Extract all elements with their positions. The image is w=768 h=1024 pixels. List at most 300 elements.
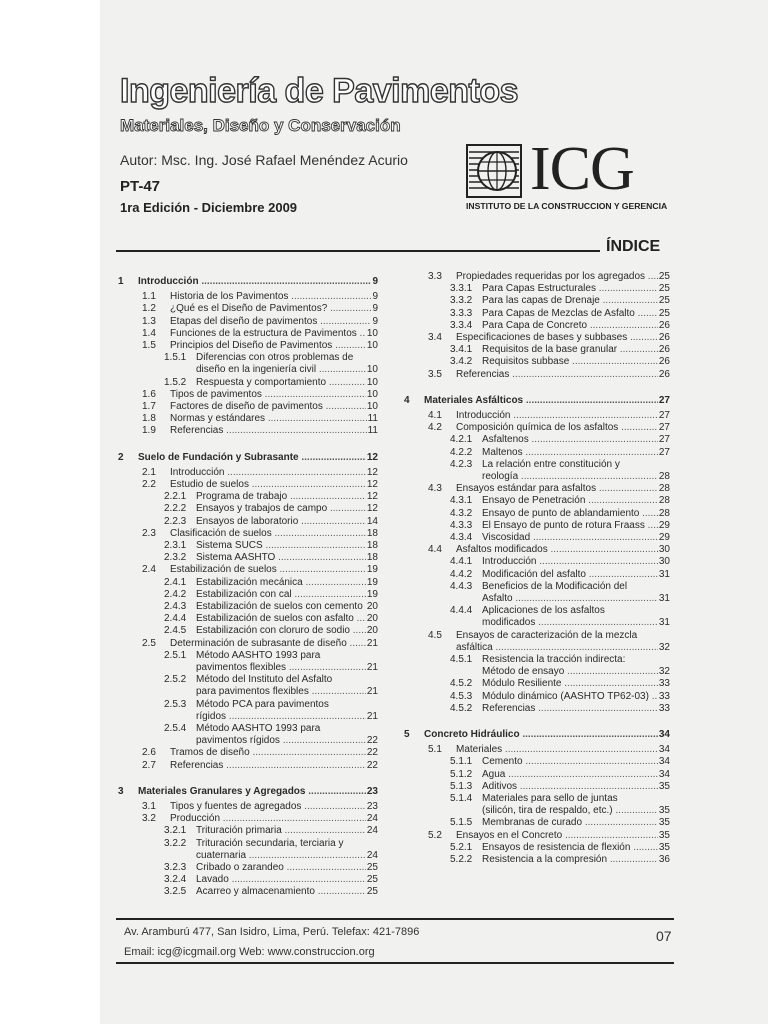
toc-entry-number: 4.2.3 bbox=[450, 458, 473, 470]
toc-entry bbox=[450, 703, 670, 715]
toc-entry-title: Programa de trabajo ..... bbox=[196, 491, 366, 503]
toc-entry-page: 18 bbox=[366, 540, 378, 551]
toc-entry-page: 32 bbox=[658, 666, 670, 678]
toc-entry-page: 34 bbox=[658, 756, 670, 768]
toc-entry bbox=[450, 605, 670, 617]
toc-entry bbox=[428, 630, 670, 642]
toc-entry-number: 3.2.4 bbox=[164, 874, 187, 886]
toc-entry bbox=[450, 295, 670, 307]
toc-entry-title: Suelo de Fundación y Subrasante ..... bbox=[138, 452, 366, 464]
toc-entry-page: 20 bbox=[366, 625, 378, 637]
toc-entry-number: 2.4.3 bbox=[164, 601, 187, 612]
toc-entry-title: Referencias ..... bbox=[170, 760, 366, 772]
toc-entry-title: Ensayos de caracterización de la mezcla bbox=[456, 629, 638, 641]
toc-entry-number bbox=[164, 364, 196, 376]
toc-entry-page bbox=[669, 459, 670, 471]
toc-entry bbox=[450, 593, 670, 605]
toc-entry-title: La relación entre constitución y bbox=[482, 458, 620, 470]
index-heading: ÍNDICE bbox=[606, 238, 661, 255]
toc-entry bbox=[164, 613, 378, 625]
toc-entry-title: Principios del Diseño de Pavimentos ..... bbox=[170, 340, 366, 352]
toc-entry-number: 4.1 bbox=[428, 410, 442, 421]
toc-entry bbox=[450, 842, 670, 854]
toc-entry-title: Estudio de suelos ..... bbox=[170, 479, 366, 491]
toc-entry bbox=[450, 756, 670, 768]
toc-entry bbox=[164, 491, 378, 503]
toc-entry-page: 24 bbox=[366, 825, 378, 837]
toc-entry-page: 21 bbox=[366, 662, 378, 673]
toc-entry-number: 5.2.1 bbox=[450, 841, 473, 853]
toc-entry-page: 21 bbox=[366, 637, 378, 649]
toc-entry-title: Requisitos de la base granular ..... bbox=[482, 344, 658, 356]
toc-entry-title: pavimentos flexibles ..... bbox=[196, 662, 366, 674]
toc-entry bbox=[142, 413, 378, 425]
toc-entry-title: Beneficios de la Modificación del bbox=[482, 580, 628, 592]
toc-entry-title: Resistencia la tracción indirecta: bbox=[482, 654, 626, 665]
toc-entry-title: Clasificación de suelos ..... bbox=[170, 528, 366, 540]
toc-entry-title: Maltenos ..... bbox=[482, 447, 658, 459]
toc-entry-number: 3.2.5 bbox=[164, 886, 187, 898]
toc-entry-page: 25 bbox=[366, 874, 378, 886]
toc-entry bbox=[142, 813, 378, 825]
toc-entry-number: 4.4 bbox=[428, 544, 442, 556]
toc-entry-page: 9 bbox=[372, 315, 378, 327]
toc-entry-number: 1.5.2 bbox=[164, 376, 187, 388]
toc-entry-title: Ensayo de Penetración ..... bbox=[482, 495, 658, 507]
toc-entry-number: 2.5.4 bbox=[164, 723, 187, 734]
toc-entry-number: 2.1 bbox=[142, 466, 156, 478]
toc-entry-number: 2.4 bbox=[142, 564, 156, 576]
toc-entry-title: Introducción ..... bbox=[456, 410, 658, 422]
toc-entry bbox=[428, 410, 670, 422]
toc-entry-title: Tipos y fuentes de agregados ..... bbox=[170, 801, 366, 813]
toc-entry-page: 33 bbox=[658, 690, 670, 702]
toc-entry-title: Para Capas de Mezclas de Asfalto ..... bbox=[482, 308, 658, 320]
toc-entry-title: Estabilización con cloruro de sodio ..... bbox=[196, 625, 366, 637]
toc-entry-page: 25 bbox=[366, 862, 378, 873]
toc-entry-title: Estabilización de suelos ..... bbox=[170, 564, 366, 576]
toc-entry-page: 26 bbox=[658, 368, 670, 380]
toc-entry-title: Estabilización mecánica ..... bbox=[196, 577, 366, 589]
toc-entry-number: 3.2.3 bbox=[164, 862, 187, 873]
toc-entry-number: 3.1 bbox=[142, 801, 156, 812]
toc-entry-page: 22 bbox=[366, 747, 378, 759]
toc-entry bbox=[164, 540, 378, 552]
toc-entry-title: Trituración secundaria, terciaria y bbox=[196, 837, 344, 849]
toc-entry bbox=[428, 369, 670, 381]
toc-entry-number: 3.2 bbox=[142, 813, 156, 825]
toc-entry-title: Requisitos subbase ..... bbox=[482, 356, 658, 368]
toc-entry bbox=[164, 503, 378, 515]
toc-entry-number bbox=[450, 471, 482, 483]
toc-entry-number bbox=[164, 711, 196, 723]
header-rule bbox=[116, 250, 600, 252]
toc-entry-page: 11 bbox=[367, 413, 378, 425]
toc-entry bbox=[142, 528, 378, 540]
toc-entry bbox=[142, 638, 378, 650]
toc-entry bbox=[164, 625, 378, 637]
toc-entry-page: 19 bbox=[366, 588, 378, 600]
toc-entry-number: 1 bbox=[118, 276, 124, 287]
toc-entry bbox=[450, 654, 670, 666]
toc-entry-number: 2.3 bbox=[142, 527, 156, 539]
toc-entry-number: 3.3.4 bbox=[450, 319, 473, 331]
toc-entry-title: Propiedades requeridas por los agregados ..... bbox=[456, 271, 658, 283]
toc-entry-number: 2.4.4 bbox=[164, 613, 187, 625]
toc-entry bbox=[142, 801, 378, 813]
toc-entry-number: 1.4 bbox=[142, 327, 156, 339]
toc-entry bbox=[450, 471, 670, 483]
toc-entry-number: 3.5 bbox=[428, 368, 442, 380]
toc-entry-title: Materiales para sello de juntas bbox=[482, 793, 618, 804]
toc-entry-page: 31 bbox=[658, 593, 670, 604]
toc-entry-page: 24 bbox=[366, 849, 378, 861]
toc-entry-number: 4.3.1 bbox=[450, 495, 473, 507]
toc-entry-number: 2.4.5 bbox=[164, 625, 187, 637]
toc-entry-page: 31 bbox=[658, 568, 670, 580]
toc-entry-number: 4.5.2 bbox=[450, 702, 473, 714]
toc-entry-page: 29 bbox=[658, 532, 670, 543]
toc-entry-number: 1.9 bbox=[142, 425, 156, 437]
toc-entry-title: Ensayos de resistencia de flexión ..... bbox=[482, 842, 658, 854]
toc-entry bbox=[450, 781, 670, 793]
toc-entry-page: 12 bbox=[366, 466, 378, 478]
toc-entry bbox=[142, 328, 378, 340]
toc-entry-number: 2.2.2 bbox=[164, 503, 187, 515]
toc-entry bbox=[164, 886, 378, 898]
toc-entry-page: 10 bbox=[366, 364, 378, 376]
toc-entry-title: Respuesta y comportamiento ..... bbox=[196, 377, 366, 389]
toc-entry-page: 10 bbox=[366, 340, 378, 351]
toc-entry-number: 3.3.3 bbox=[450, 307, 473, 319]
toc-entry-page: 9 bbox=[372, 291, 378, 303]
toc-entry bbox=[450, 283, 670, 295]
toc-entry-title: Etapas del diseño de pavimentos ..... bbox=[170, 316, 371, 328]
toc-entry-number: 1.2 bbox=[142, 303, 156, 315]
toc-entry-title: Agua ..... bbox=[482, 769, 658, 781]
toc-entry bbox=[164, 589, 378, 601]
toc-entry-number: 1.6 bbox=[142, 388, 156, 400]
toc-entry-title: Método AASHTO 1993 para bbox=[196, 723, 321, 734]
toc-entry-page: 35 bbox=[658, 780, 670, 792]
toc-entry-number: 4.3.4 bbox=[450, 532, 473, 543]
toc-entry-title: Cemento ..... bbox=[482, 756, 658, 768]
toc-entry-title: ¿Qué es el Diseño de Pavimentos? ..... bbox=[170, 303, 371, 315]
toc-entry-page: 9 bbox=[372, 276, 378, 287]
toc-entry bbox=[450, 356, 670, 368]
toc-entry-page bbox=[377, 723, 378, 735]
toc-entry bbox=[450, 581, 670, 593]
toc-entry-title: Determinación de subrasante de diseño ..... bbox=[170, 638, 366, 650]
toc-entry-page: 25 bbox=[658, 271, 670, 282]
toc-entry-page: 12 bbox=[366, 451, 378, 463]
toc-entry bbox=[450, 691, 670, 703]
toc-entry-page: 25 bbox=[366, 886, 378, 898]
toc-entry-page: 24 bbox=[366, 813, 378, 825]
book-code: PT-47 bbox=[120, 178, 161, 195]
toc-entry bbox=[428, 544, 670, 556]
toc-entry bbox=[428, 422, 670, 434]
toc-entry bbox=[164, 577, 378, 589]
toc-entry-page: 29 bbox=[658, 519, 670, 531]
toc-entry-title: Método del Instituto del Asfalto bbox=[196, 674, 333, 686]
toc-entry-title: Aplicaciones de los asfaltos bbox=[482, 605, 605, 617]
toc-entry-title: modificados ..... bbox=[482, 617, 658, 629]
toc-entry-page: 26 bbox=[658, 332, 670, 343]
toc-entry-number: 5 bbox=[404, 729, 410, 740]
toc-entry bbox=[164, 650, 378, 662]
toc-entry-title: pavimentos rígidos ..... bbox=[196, 735, 366, 747]
toc-entry-title: El Ensayo de punto de rotura Fraass ..... bbox=[482, 520, 658, 532]
toc-entry-page bbox=[669, 581, 670, 593]
toc-entry-page bbox=[669, 654, 670, 666]
toc-entry-title: diseño en la ingeniería civil ..... bbox=[196, 364, 366, 376]
toc-entry bbox=[450, 308, 670, 320]
toc-entry-page: 14 bbox=[366, 515, 378, 527]
toc-entry-page: 21 bbox=[366, 686, 378, 698]
toc-entry bbox=[428, 642, 670, 654]
toc-entry-title: Tramos de diseño ..... bbox=[170, 747, 366, 759]
toc-entry bbox=[450, 520, 670, 532]
toc-entry-number: 3.3.1 bbox=[450, 283, 473, 295]
toc-entry bbox=[142, 389, 378, 401]
toc-entry-title: Método PCA para pavimentos bbox=[196, 698, 329, 710]
toc-entry-title: Membranas de curado ..... bbox=[482, 817, 658, 829]
toc-entry-number: 4.4.2 bbox=[450, 568, 473, 580]
toc-entry bbox=[450, 805, 670, 817]
toc-entry-title: cuaternaria ..... bbox=[196, 850, 366, 862]
toc-entry-number bbox=[450, 805, 482, 817]
toc-entry-title: Referencias ..... bbox=[170, 425, 367, 437]
toc-entry bbox=[428, 332, 670, 344]
toc-entry-number: 4.3.2 bbox=[450, 507, 473, 519]
toc-entry-page bbox=[669, 793, 670, 805]
toc-entry bbox=[450, 556, 670, 568]
toc-entry bbox=[164, 352, 378, 364]
toc-entry-number: 5.1.4 bbox=[450, 793, 473, 804]
toc-entry bbox=[142, 467, 378, 479]
toc-entry-title: Introducción ..... bbox=[138, 276, 371, 288]
toc-entry-title: Materiales ..... bbox=[456, 744, 658, 756]
toc-entry bbox=[428, 830, 670, 842]
toc-entry-title: Normas y estándares ..... bbox=[170, 413, 367, 425]
footer-rule-bottom bbox=[116, 962, 674, 964]
toc-entry-title: Ensayos y trabajos de campo ..... bbox=[196, 503, 366, 515]
toc-entry-page: 10 bbox=[366, 388, 378, 400]
toc-entry-page: 34 bbox=[658, 744, 670, 756]
toc-entry-title: Estabilización con cal ..... bbox=[196, 589, 366, 601]
toc-entry-number: 2.4.1 bbox=[164, 576, 187, 588]
toc-entry bbox=[164, 516, 378, 528]
scan-margin bbox=[0, 0, 100, 1024]
toc-entry-title: Diferencias con otros problemas de bbox=[196, 352, 354, 364]
toc-entry-number: 2.3.1 bbox=[164, 540, 187, 551]
toc-entry-title: Asfalto ..... bbox=[482, 593, 658, 605]
toc-entry-page: 25 bbox=[658, 283, 670, 295]
toc-entry-title: Referencias ..... bbox=[456, 369, 658, 381]
toc-entry-title: Factores de diseño de pavimentos ..... bbox=[170, 401, 366, 413]
toc-entry bbox=[450, 434, 670, 446]
toc-entry-number bbox=[450, 593, 482, 605]
toc-entry-page: 22 bbox=[366, 759, 378, 771]
toc-entry-title: Sistema AASHTO ..... bbox=[196, 552, 366, 564]
toc-entry-page: 23 bbox=[366, 785, 378, 797]
toc-entry bbox=[164, 825, 378, 837]
toc-entry-number: 3.4.1 bbox=[450, 344, 473, 356]
toc-entry-title: rígidos ..... bbox=[196, 711, 366, 723]
toc-entry bbox=[164, 377, 378, 389]
book-subtitle: Materiales, Diseño y Conservación bbox=[120, 116, 401, 135]
toc-entry-number: 5.1.2 bbox=[450, 768, 473, 780]
toc-entry-number: 4.5.1 bbox=[450, 654, 473, 665]
toc-entry-page bbox=[377, 674, 378, 686]
toc-entry-number: 2.3.2 bbox=[164, 552, 187, 564]
toc-entry bbox=[118, 786, 378, 798]
toc-entry-title: asfáltica ..... bbox=[456, 642, 658, 654]
toc-entry-title: Materiales Granulares y Agregados ..... bbox=[138, 786, 366, 798]
toc-entry-title: Módulo dinámico (AASHTO TP62-03) ..... bbox=[482, 691, 658, 703]
toc-entry-title: Para Capas Estructurales ..... bbox=[482, 283, 658, 295]
toc-entry-number bbox=[450, 617, 482, 629]
toc-entry-number: 1.7 bbox=[142, 401, 156, 412]
toc-entry bbox=[450, 447, 670, 459]
toc-entry-page: 12 bbox=[366, 491, 378, 503]
toc-entry-title: Materiales Asfálticos ..... bbox=[424, 395, 658, 407]
toc-entry bbox=[142, 401, 378, 413]
toc-entry bbox=[404, 395, 670, 407]
toc-entry bbox=[118, 276, 378, 288]
toc-entry-page: 33 bbox=[658, 702, 670, 714]
page-number: 07 bbox=[656, 928, 672, 944]
toc-entry-number bbox=[164, 686, 196, 698]
toc-entry-page: 27 bbox=[658, 410, 670, 421]
toc-entry bbox=[164, 711, 378, 723]
toc-entry-number: 4.4.1 bbox=[450, 556, 473, 568]
toc-entry bbox=[142, 425, 378, 437]
toc-entry-number: 4.2.1 bbox=[450, 434, 473, 446]
toc-entry bbox=[164, 850, 378, 862]
toc-entry bbox=[450, 854, 670, 866]
toc-entry-title: Sistema SUCS ..... bbox=[196, 540, 366, 552]
toc-entry bbox=[164, 699, 378, 711]
toc-entry-page: 30 bbox=[658, 544, 670, 556]
toc-entry-title: Para Capa de Concreto ..... bbox=[482, 320, 658, 332]
toc-entry-title: para pavimentos flexibles ..... bbox=[196, 686, 366, 698]
toc-entry-page: 18 bbox=[366, 527, 378, 539]
toc-entry-number: 3.3 bbox=[428, 271, 442, 282]
toc-entry-page: 25 bbox=[658, 307, 670, 319]
toc-entry-number: 5.1.3 bbox=[450, 780, 473, 792]
toc-entry-number: 1.5 bbox=[142, 340, 156, 351]
toc-entry-number: 1.1 bbox=[142, 291, 156, 303]
toc-entry bbox=[164, 662, 378, 674]
toc-entry-number: 4 bbox=[404, 394, 410, 406]
toc-entry-page: 27 bbox=[658, 434, 670, 446]
toc-entry-number: 4.4.3 bbox=[450, 580, 473, 592]
toc-entry-title: Resistencia a la compresión ..... bbox=[482, 854, 658, 866]
icg-logo-subtitle: INSTITUTO DE LA CONSTRUCCION Y GERENCIA bbox=[466, 201, 668, 211]
toc-entry bbox=[142, 747, 378, 759]
toc-entry-number: 4.4.4 bbox=[450, 605, 473, 617]
toc-entry bbox=[450, 793, 670, 805]
toc-entry-title: Método de ensayo ..... bbox=[482, 666, 658, 678]
toc-entry-page: 28 bbox=[658, 471, 670, 482]
toc-entry-page bbox=[377, 352, 378, 364]
toc-entry-number: 4.5.3 bbox=[450, 690, 473, 702]
toc-entry-number: 2.2.1 bbox=[164, 491, 187, 503]
toc-entry-number: 4.5 bbox=[428, 629, 442, 641]
toc-entry-page: 27 bbox=[658, 394, 670, 406]
toc-entry bbox=[164, 674, 378, 686]
toc-entry-page: 19 bbox=[366, 576, 378, 588]
toc-entry-title: Lavado ..... bbox=[196, 874, 366, 886]
toc-entry-title: Especificaciones de bases y subbases ..... bbox=[456, 332, 658, 344]
toc-entry-title: Ensayos estándar para asfaltos ..... bbox=[456, 483, 658, 495]
toc-entry-title: Funciones de la estructura de Pavimentos ..... bbox=[170, 328, 366, 340]
toc-entry-page: 36 bbox=[658, 854, 670, 865]
toc-entry-page: 33 bbox=[658, 678, 670, 690]
toc-entry-page: 22 bbox=[366, 735, 378, 747]
toc-entry-number: 2.4.2 bbox=[164, 588, 187, 600]
toc-entry-page: 35 bbox=[658, 805, 670, 817]
icg-logo-text: ICG bbox=[530, 135, 634, 203]
toc-entry-number bbox=[164, 850, 196, 862]
toc-entry bbox=[164, 686, 378, 698]
toc-entry bbox=[450, 320, 670, 332]
toc-entry-title: Acarreo y almacenamiento ..... bbox=[196, 886, 366, 898]
toc-entry-title: Viscosidad ..... bbox=[482, 532, 658, 544]
toc-entry-number: 4.3 bbox=[428, 483, 442, 495]
toc-entry-page: 19 bbox=[366, 564, 378, 576]
toc-entry-page bbox=[377, 650, 378, 662]
toc-entry-number: 3.4.2 bbox=[450, 356, 473, 368]
toc-entry bbox=[164, 838, 378, 850]
toc-entry bbox=[142, 564, 378, 576]
toc-entry-number: 4.3.3 bbox=[450, 519, 473, 531]
toc-entry-title: Concreto Hidráulico ..... bbox=[424, 729, 658, 741]
toc-entry-title: Referencias ..... bbox=[482, 703, 658, 715]
toc-entry-page: 20 bbox=[366, 601, 378, 612]
toc-entry-title: Aditivos ..... bbox=[482, 781, 658, 793]
toc-entry-number: 5.1 bbox=[428, 744, 442, 756]
toc-entry-title: Introducción ..... bbox=[170, 467, 366, 479]
toc-entry bbox=[142, 760, 378, 772]
toc-entry bbox=[142, 291, 378, 303]
toc-entry bbox=[142, 479, 378, 491]
toc-entry bbox=[450, 495, 670, 507]
toc-entry-page: 20 bbox=[366, 613, 378, 625]
globe-icon bbox=[466, 144, 522, 198]
toc-entry-number: 5.1.5 bbox=[450, 817, 473, 829]
book-title: Ingeniería de Pavimentos bbox=[120, 72, 519, 110]
toc-entry-number: 3.4 bbox=[428, 332, 442, 343]
toc-entry-title: Método AASHTO 1993 para bbox=[196, 649, 321, 661]
toc-entry bbox=[450, 678, 670, 690]
footer-address: Av. Aramburú 477, San Isidro, Lima, Perú. Telefax: 421-7896 bbox=[124, 926, 420, 938]
toc-entry-page: 35 bbox=[658, 817, 670, 829]
toc-entry-title: reología ..... bbox=[482, 471, 658, 483]
toc-entry-number bbox=[450, 666, 482, 678]
toc-entry-number: 4.2 bbox=[428, 422, 442, 434]
toc-entry-page: 28 bbox=[658, 483, 670, 495]
toc-entry-title: Trituración primaria ..... bbox=[196, 825, 366, 837]
toc-entry-title: Ensayo de punto de ablandamiento ..... bbox=[482, 508, 658, 520]
toc-entry-title: Composición química de los asfaltos ..... bbox=[456, 422, 658, 434]
toc-entry-title: Historia de los Pavimentos ..... bbox=[170, 291, 371, 303]
footer-contact: Email: icg@icgmail.org Web: www.construccion.org bbox=[124, 946, 375, 958]
toc-entry-number: 5.2.2 bbox=[450, 854, 473, 865]
toc-entry bbox=[450, 817, 670, 829]
